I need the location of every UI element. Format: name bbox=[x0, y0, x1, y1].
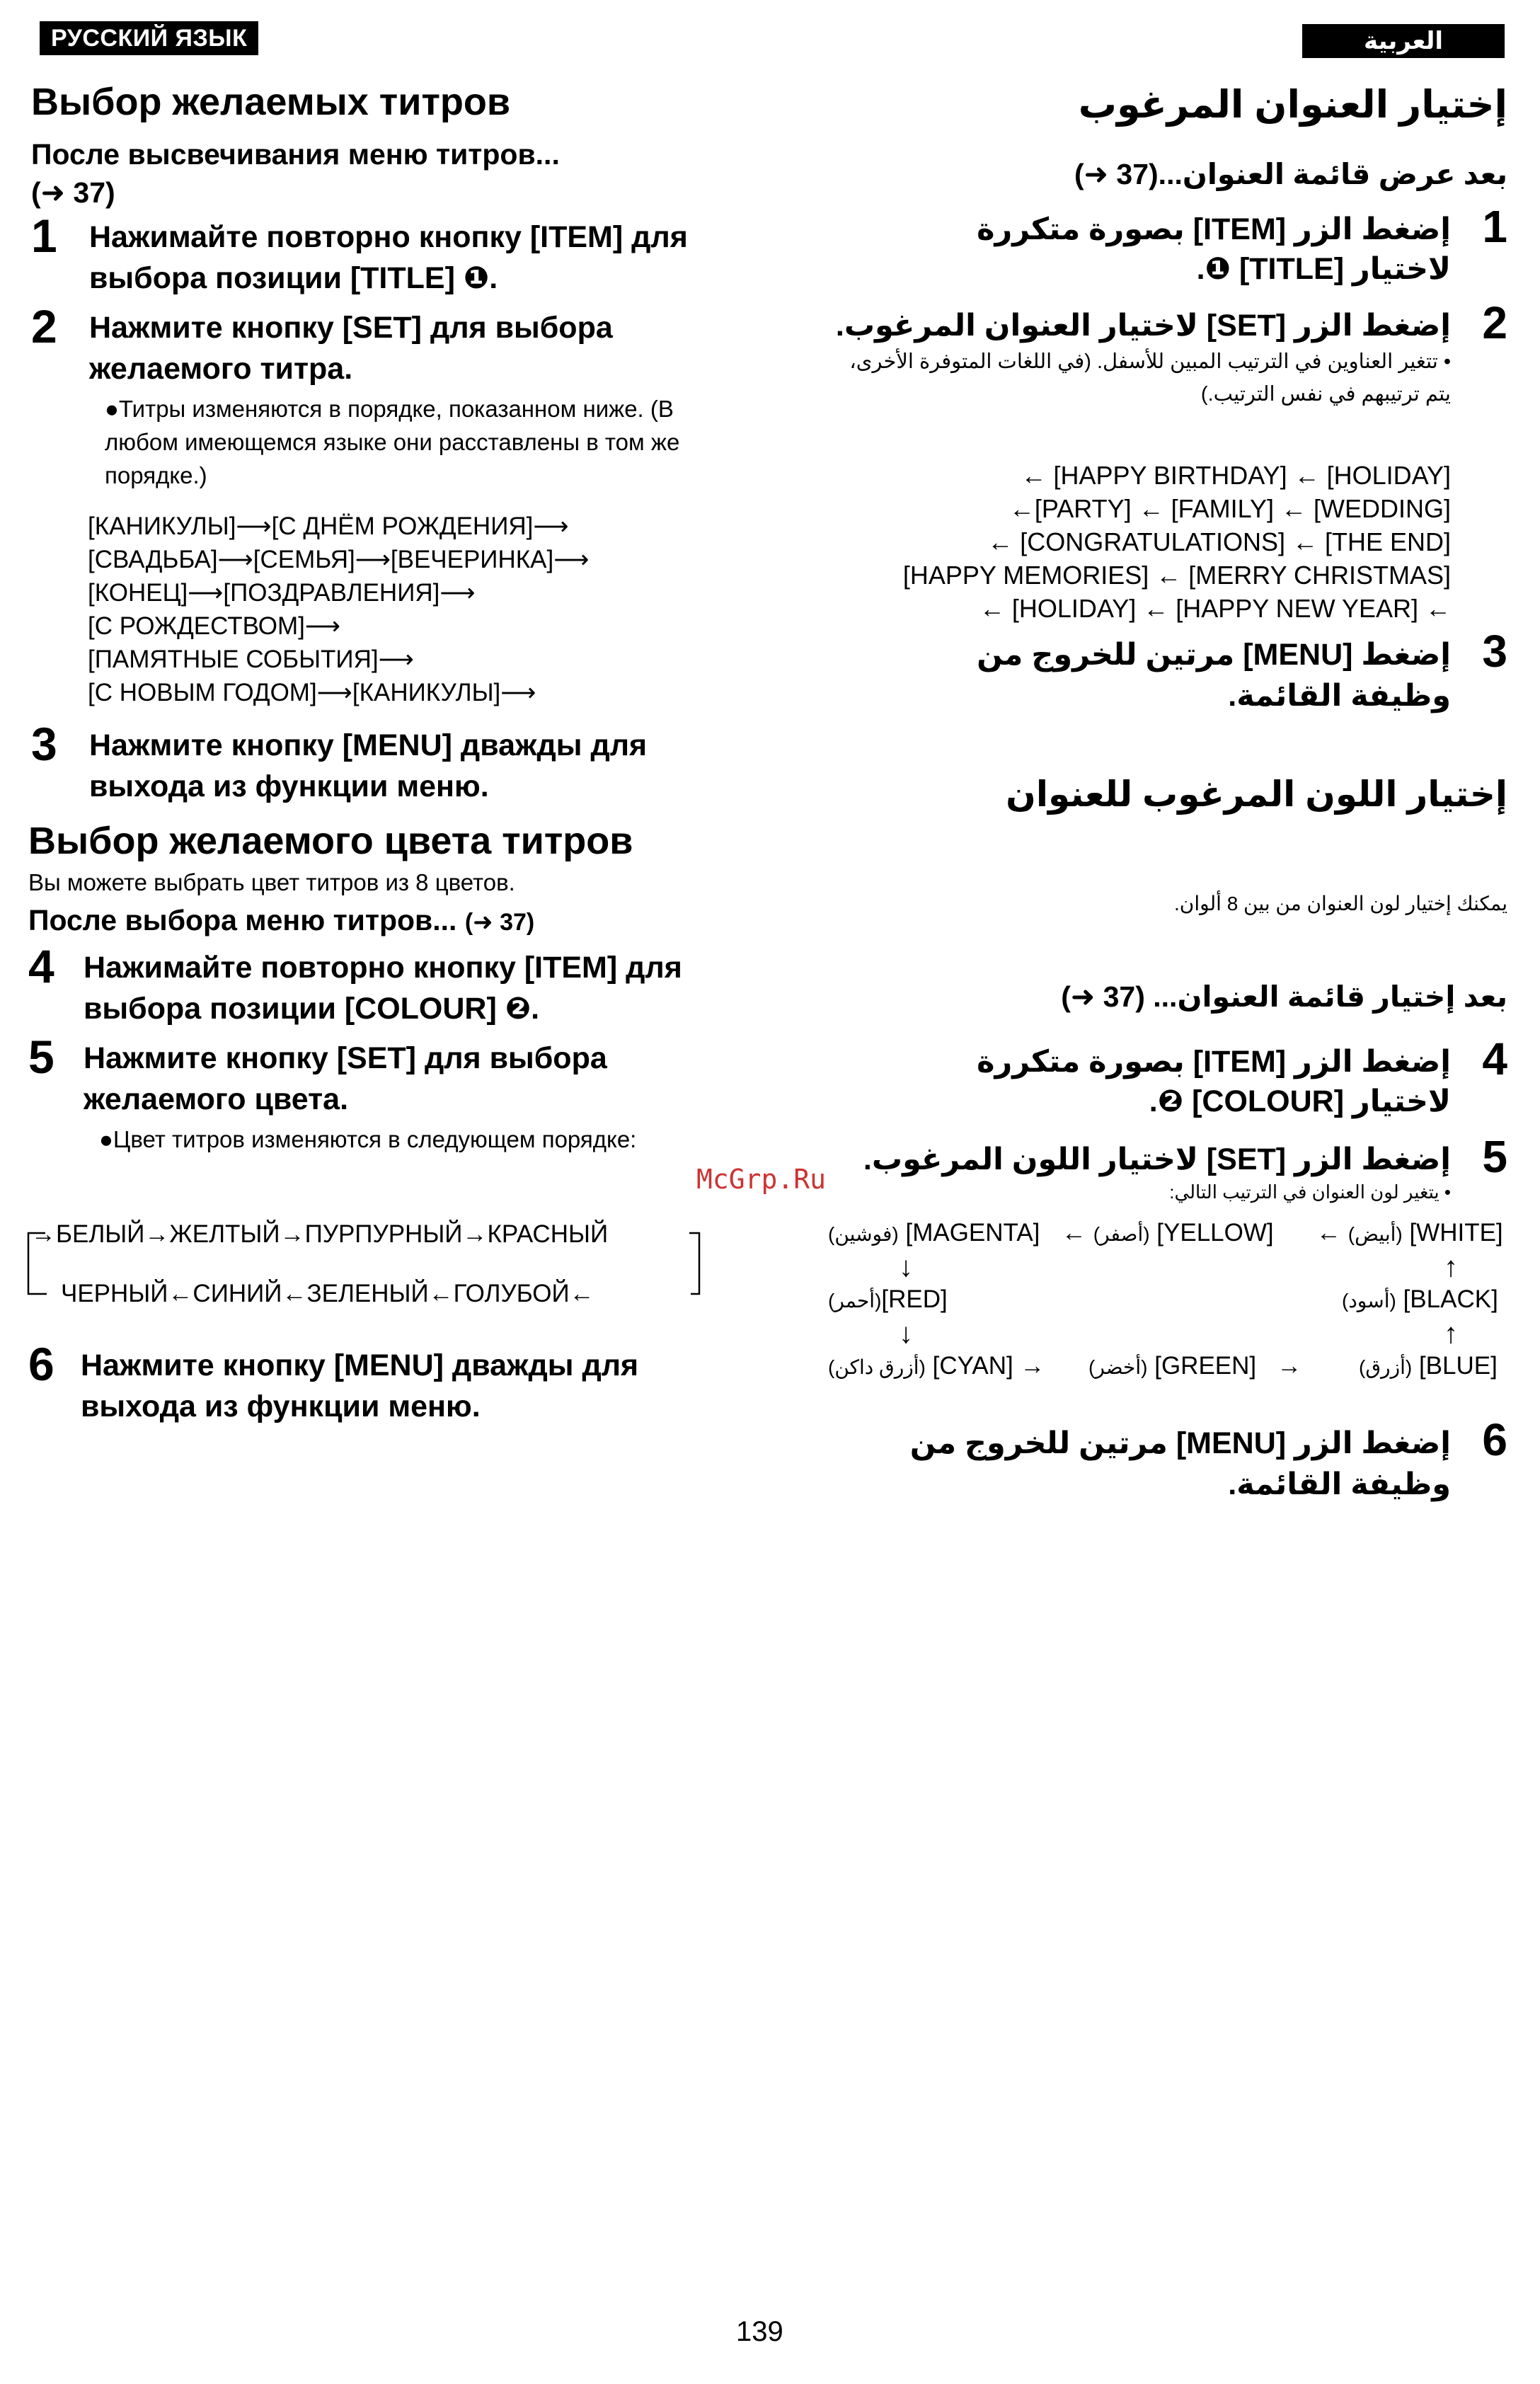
watermark: McGrp.Ru bbox=[696, 1164, 827, 1195]
precondition-caption-menu: После высвечивания меню титров... bbox=[31, 138, 560, 171]
step-2 bbox=[31, 300, 711, 492]
step-text: Нажимайте повторно кнопку [ITEM] для выбора позиции [COLOUR] ❷. bbox=[84, 951, 682, 1026]
sequence-line: [С РОЖДЕСТВОМ]⟶ bbox=[88, 612, 341, 640]
sequence-line: [КАНИКУЛЫ]⟶[С ДНЁМ РОЖДЕНИЯ]⟶ bbox=[88, 512, 569, 540]
lang-tag-russian: РУССКИЙ ЯЗЫК bbox=[40, 21, 258, 55]
step-note: • يتغير لون العنوان في الترتيب التالي: bbox=[1169, 1181, 1451, 1203]
ar-title-select-colour: إختيار اللون المرغوب للعنوان bbox=[1006, 774, 1507, 814]
arrow-down: ↓ bbox=[899, 1318, 913, 1349]
arrow-up: ↑ bbox=[1444, 1318, 1458, 1349]
cycle-top-row: →БЕЛЫЙ→ЖЕЛТЫЙ→ПУРПУРНЫЙ→КРАСНЫЙ bbox=[31, 1220, 609, 1248]
sequence-line: [СВАДЬБА]⟶[СЕМЬЯ]⟶[ВЕЧЕРИНКА]⟶ bbox=[88, 546, 590, 573]
caption-sequence bbox=[88, 510, 711, 709]
colour-cyan: (أزرق داكن) [CYAN] → bbox=[828, 1352, 1045, 1380]
title-select-colour: Выбор желаемого цвета титров bbox=[28, 820, 633, 862]
step-number: 5 bbox=[1482, 1131, 1507, 1182]
step-number: 3 bbox=[31, 718, 57, 770]
step-number: 1 bbox=[31, 210, 57, 262]
colour-intro: Вы можете выбрать цвет титров из 8 цветов. bbox=[28, 869, 515, 895]
step-text: إضغط الزر [ITEM] بصورة متكررة لاختيار [COLOUR] ❷. bbox=[977, 1045, 1451, 1118]
precondition-text: После выбора меню титров... bbox=[28, 904, 457, 936]
step-6 bbox=[28, 1338, 708, 1427]
sequence-line: ← [CONGRATULATIONS] ← [THE END] bbox=[987, 527, 1451, 556]
step-text: Нажмите кнопку [MENU] дважды для выхода из функции меню. bbox=[89, 728, 648, 803]
step-number: 5 bbox=[28, 1031, 54, 1083]
step-text: إضغط الزر [MENU] مرتين للخروج من وظيفة القائمة. bbox=[909, 1426, 1451, 1501]
colour-blue: (أزرق) [BLUE] bbox=[1359, 1352, 1498, 1380]
colour-yellow: ← (أصفر) [YELLOW] bbox=[1062, 1219, 1274, 1247]
ar-step-5 bbox=[800, 1131, 1507, 1205]
sequence-line: [ПАМЯТНЫЕ СОБЫТИЯ]⟶ bbox=[88, 646, 414, 673]
arrow-down: ↓ bbox=[899, 1251, 913, 1283]
sequence-line: ← [HOLIDAY] ← [HAPPY NEW YEAR] ← bbox=[979, 594, 1451, 623]
step-number: 6 bbox=[28, 1338, 54, 1390]
precondition-ref: (➜ 37) bbox=[464, 909, 535, 936]
step-text: إضغط [MENU] مرتين للخروج من وظيفة القائمة. bbox=[977, 638, 1451, 713]
step-note: ●Титры изменяются в порядке, показанном ниже. (В любом имеющемся языке они расставлены в том же порядке.) bbox=[105, 396, 680, 488]
colour-red: (أحمر)[RED] bbox=[828, 1285, 948, 1313]
sequence-line: ←[PARTY] ← [FAMILY] ← [WEDDING] bbox=[1009, 494, 1451, 523]
ar-step-1 bbox=[800, 201, 1507, 289]
step-text: Нажмите кнопку [MENU] дважды для выхода из функции меню. bbox=[81, 1348, 639, 1423]
sequence-line: ← [HAPPY BIRTHDAY] ← [HOLIDAY] bbox=[1021, 461, 1451, 490]
colour-magenta: (فوشين) [MAGENTA] bbox=[828, 1219, 1040, 1247]
step-number: 3 bbox=[1482, 626, 1507, 677]
step-text: إضغط الزر [ITEM] بصورة متكررة لاختيار [TITLE] ❶. bbox=[977, 212, 1451, 286]
step-text: Нажимайте повторно кнопку [ITEM] для выбора позиции [TITLE] ❶. bbox=[89, 220, 688, 295]
step-note: • تتغير العناوين في الترتيب المبين للأسفل. (في اللغات المتوفرة الأخرى، يتم ترتيبهم في نفس الترتيب.) bbox=[849, 350, 1451, 406]
arrow-up: ↑ bbox=[1444, 1251, 1458, 1283]
ar-caption-sequence bbox=[814, 459, 1451, 625]
ar-step-4 bbox=[800, 1033, 1507, 1121]
ar-colour-cycle bbox=[821, 1219, 1507, 1403]
title-select-caption: Выбор желаемых титров bbox=[31, 81, 511, 123]
sequence-line: [С НОВЫМ ГОДОМ]⟶[КАНИКУЛЫ]⟶ bbox=[88, 679, 536, 706]
step-1 bbox=[31, 210, 711, 299]
ar-title-select-caption: إختيار العنوان المرغوب bbox=[1078, 84, 1507, 126]
colour-green: (أخضر) [GREEN] → bbox=[1088, 1352, 1302, 1380]
step-number: 2 bbox=[31, 300, 57, 353]
step-text: Нажмите кнопку [SET] для выбора желаемого титра. bbox=[89, 311, 613, 386]
step-note: ●Цвет титров изменяются в следующем порядке: bbox=[99, 1126, 637, 1152]
cycle-bottom-row: ЧЕРНЫЙ←СИНИЙ←ЗЕЛЕНЫЙ←ГОЛУБОЙ← bbox=[61, 1280, 594, 1307]
step-3 bbox=[31, 718, 711, 807]
step-number: 4 bbox=[1482, 1033, 1507, 1084]
step-4 bbox=[28, 940, 708, 1029]
ar-step-6 bbox=[800, 1414, 1507, 1505]
step-5 bbox=[28, 1031, 708, 1156]
step-number: 6 bbox=[1482, 1414, 1507, 1465]
colour-cycle bbox=[25, 1219, 705, 1307]
step-text: Нажмите кнопку [SET] для выбора желаемого цвета. bbox=[84, 1041, 607, 1116]
precondition-caption-menu-2 bbox=[28, 900, 534, 942]
step-text: إضغط الزر [SET] لاختيار اللون المرغوب. bbox=[863, 1142, 1451, 1176]
ar-precondition: بعد عرض قائمة العنوان...(37 ➜) bbox=[1074, 158, 1507, 190]
ar-colour-intro: يمكنك إختيار لون العنوان من بين 8 ألوان. bbox=[1174, 893, 1507, 915]
sequence-line: [КОНЕЦ]⟶[ПОЗДРАВЛЕНИЯ]⟶ bbox=[88, 579, 476, 607]
colour-white: ← (أبيض) [WHITE] bbox=[1316, 1219, 1503, 1247]
step-text: إضغط الزر [SET] لاختيار العنوان المرغوب. bbox=[835, 309, 1451, 343]
sequence-line: [HAPPY MEMORIES] ← [MERRY CHRISTMAS] bbox=[902, 561, 1451, 590]
ar-precondition-2: بعد إختيار قائمة العنوان... (37 ➜) bbox=[1061, 980, 1507, 1013]
lang-tag-arabic: العربية bbox=[1302, 24, 1505, 58]
page-number: 139 bbox=[736, 2316, 783, 2347]
ar-step-2 bbox=[800, 297, 1507, 411]
ar-step-3 bbox=[800, 626, 1507, 716]
colour-black: (أسود) [BLACK] bbox=[1342, 1285, 1498, 1313]
step-number: 4 bbox=[28, 940, 54, 992]
step-number: 1 bbox=[1482, 201, 1507, 252]
precondition-ref: (➜ 37) bbox=[31, 176, 115, 209]
step-number: 2 bbox=[1482, 297, 1507, 348]
